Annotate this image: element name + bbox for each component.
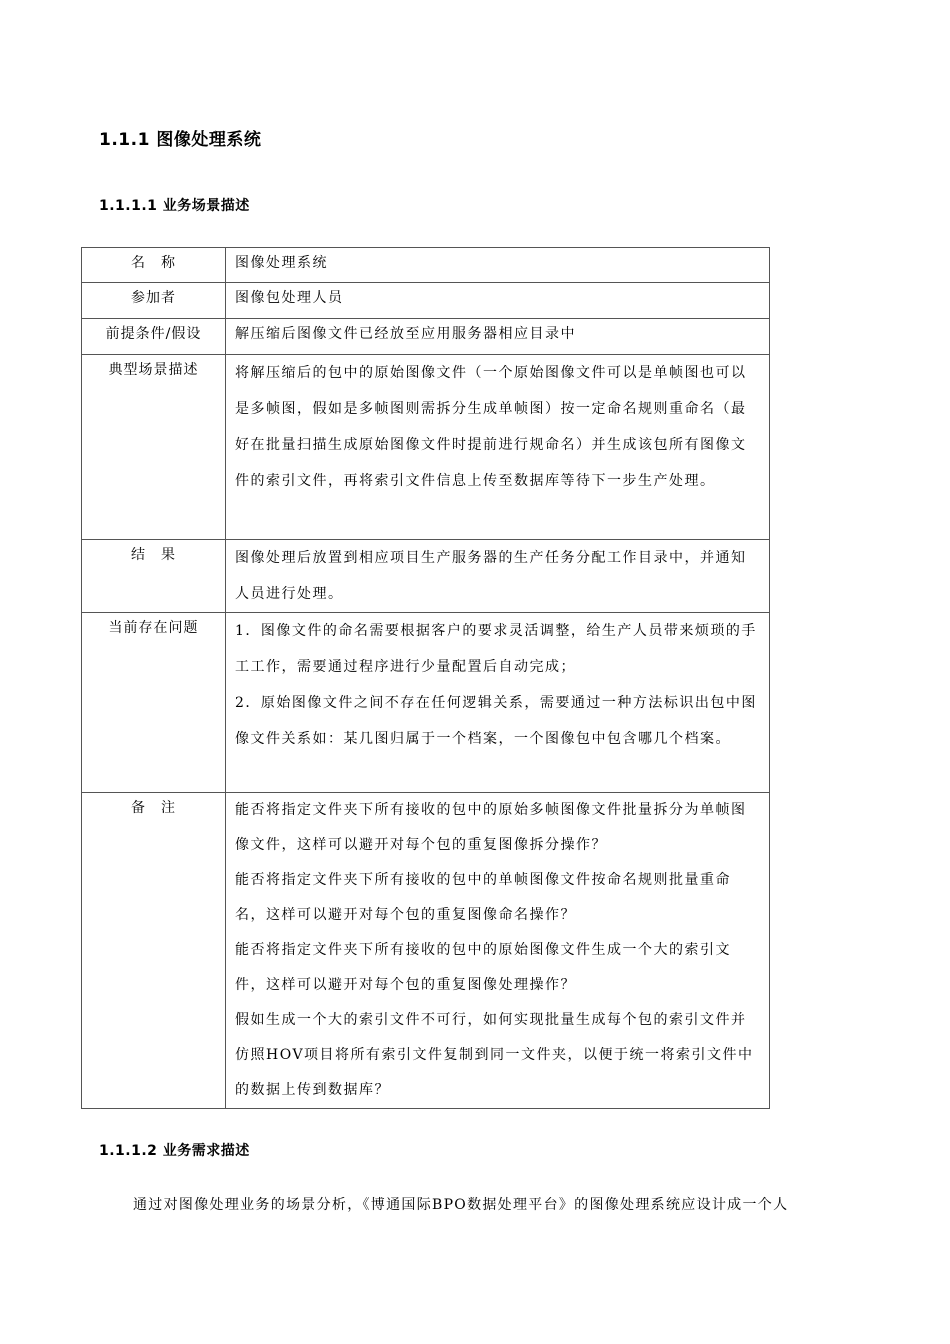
- issue-value: [226, 613, 770, 793]
- table-row: [82, 355, 770, 540]
- issue-label: 当前存在问题: [82, 613, 226, 793]
- name-value: 图像处理系统: [226, 248, 770, 283]
- actor-label: 参加者: [82, 283, 226, 319]
- scenario-table: [81, 247, 770, 1109]
- precondition-label: 前提条件/假设: [82, 319, 226, 355]
- scene-value: 将解压缩后的包中的原始图像文件（一个原始图像文件可以是单帧图也可以是多帧图，假如是多帧图则需拆分生成单帧图）按一定命名规则重命名（最好在批量扫描生成原始图像文件时提前进行规命名）并生成该包所有图像文件的索引文件，再将索引文件信息上传至数据库等待下一步生产处理。: [226, 355, 770, 540]
- table-row: [82, 793, 770, 1109]
- note-item: 能否将指定文件夹下所有接收的包中的单帧图像文件按命名规则批量重命名，这样可以避开对每个包的重复图像命名操作？: [235, 872, 731, 923]
- name-label: 名 称: [82, 248, 226, 283]
- table-row: [82, 613, 770, 793]
- table-row: [82, 319, 770, 355]
- scene-heading: 1.1.1.1 业务场景描述: [99, 198, 250, 214]
- section-heading: 1.1.1 图像处理系统: [99, 130, 262, 150]
- note-item: 能否将指定文件夹下所有接收的包中的原始图像文件生成一个大的索引文件，这样可以避开对每个包的重复图像处理操作？: [235, 942, 731, 993]
- issue-item: 1．图像文件的命名需要根据客户的要求灵活调整，给生产人员带来烦琐的手工工作，需要通过程序进行少量配置后自动完成；: [235, 623, 757, 675]
- actor-value: 图像包处理人员: [226, 283, 770, 319]
- result-label: 结 果: [82, 540, 226, 613]
- table-row: [82, 540, 770, 613]
- note-item: 假如生成一个大的索引文件不可行，如何实现批量生成每个包的索引文件并仿照HOV项目将所有索引文件复制到同一文件夹，以便于统一将索引文件中的数据上传到数据库？: [235, 1012, 754, 1098]
- table-row: [82, 283, 770, 319]
- requirement-heading: 1.1.1.2 业务需求描述: [99, 1143, 250, 1159]
- precondition-value: 解压缩后图像文件已经放至应用服务器相应目录中: [226, 319, 770, 355]
- note-label: 备 注: [82, 793, 226, 1109]
- issue-item: 2．原始图像文件之间不存在任何逻辑关系，需要通过一种方法标识出包中图像文件关系如：某几图归属于一个档案，一个图像包中包含哪几个档案。: [235, 695, 757, 747]
- body-paragraph: 通过对图像处理业务的场景分析，《博通国际BPO数据处理平台》的图像处理系统应设计成一个人: [133, 1197, 789, 1213]
- note-value: [226, 793, 770, 1109]
- note-item: 能否将指定文件夹下所有接收的包中的原始多帧图像文件批量拆分为单帧图像文件，这样可以避开对每个包的重复图像拆分操作？: [235, 802, 747, 853]
- result-value: 图像处理后放置到相应项目生产服务器的生产任务分配工作目录中，并通知人员进行处理。: [226, 540, 770, 613]
- table-row: [82, 248, 770, 283]
- scene-label: 典型场景描述: [82, 355, 226, 540]
